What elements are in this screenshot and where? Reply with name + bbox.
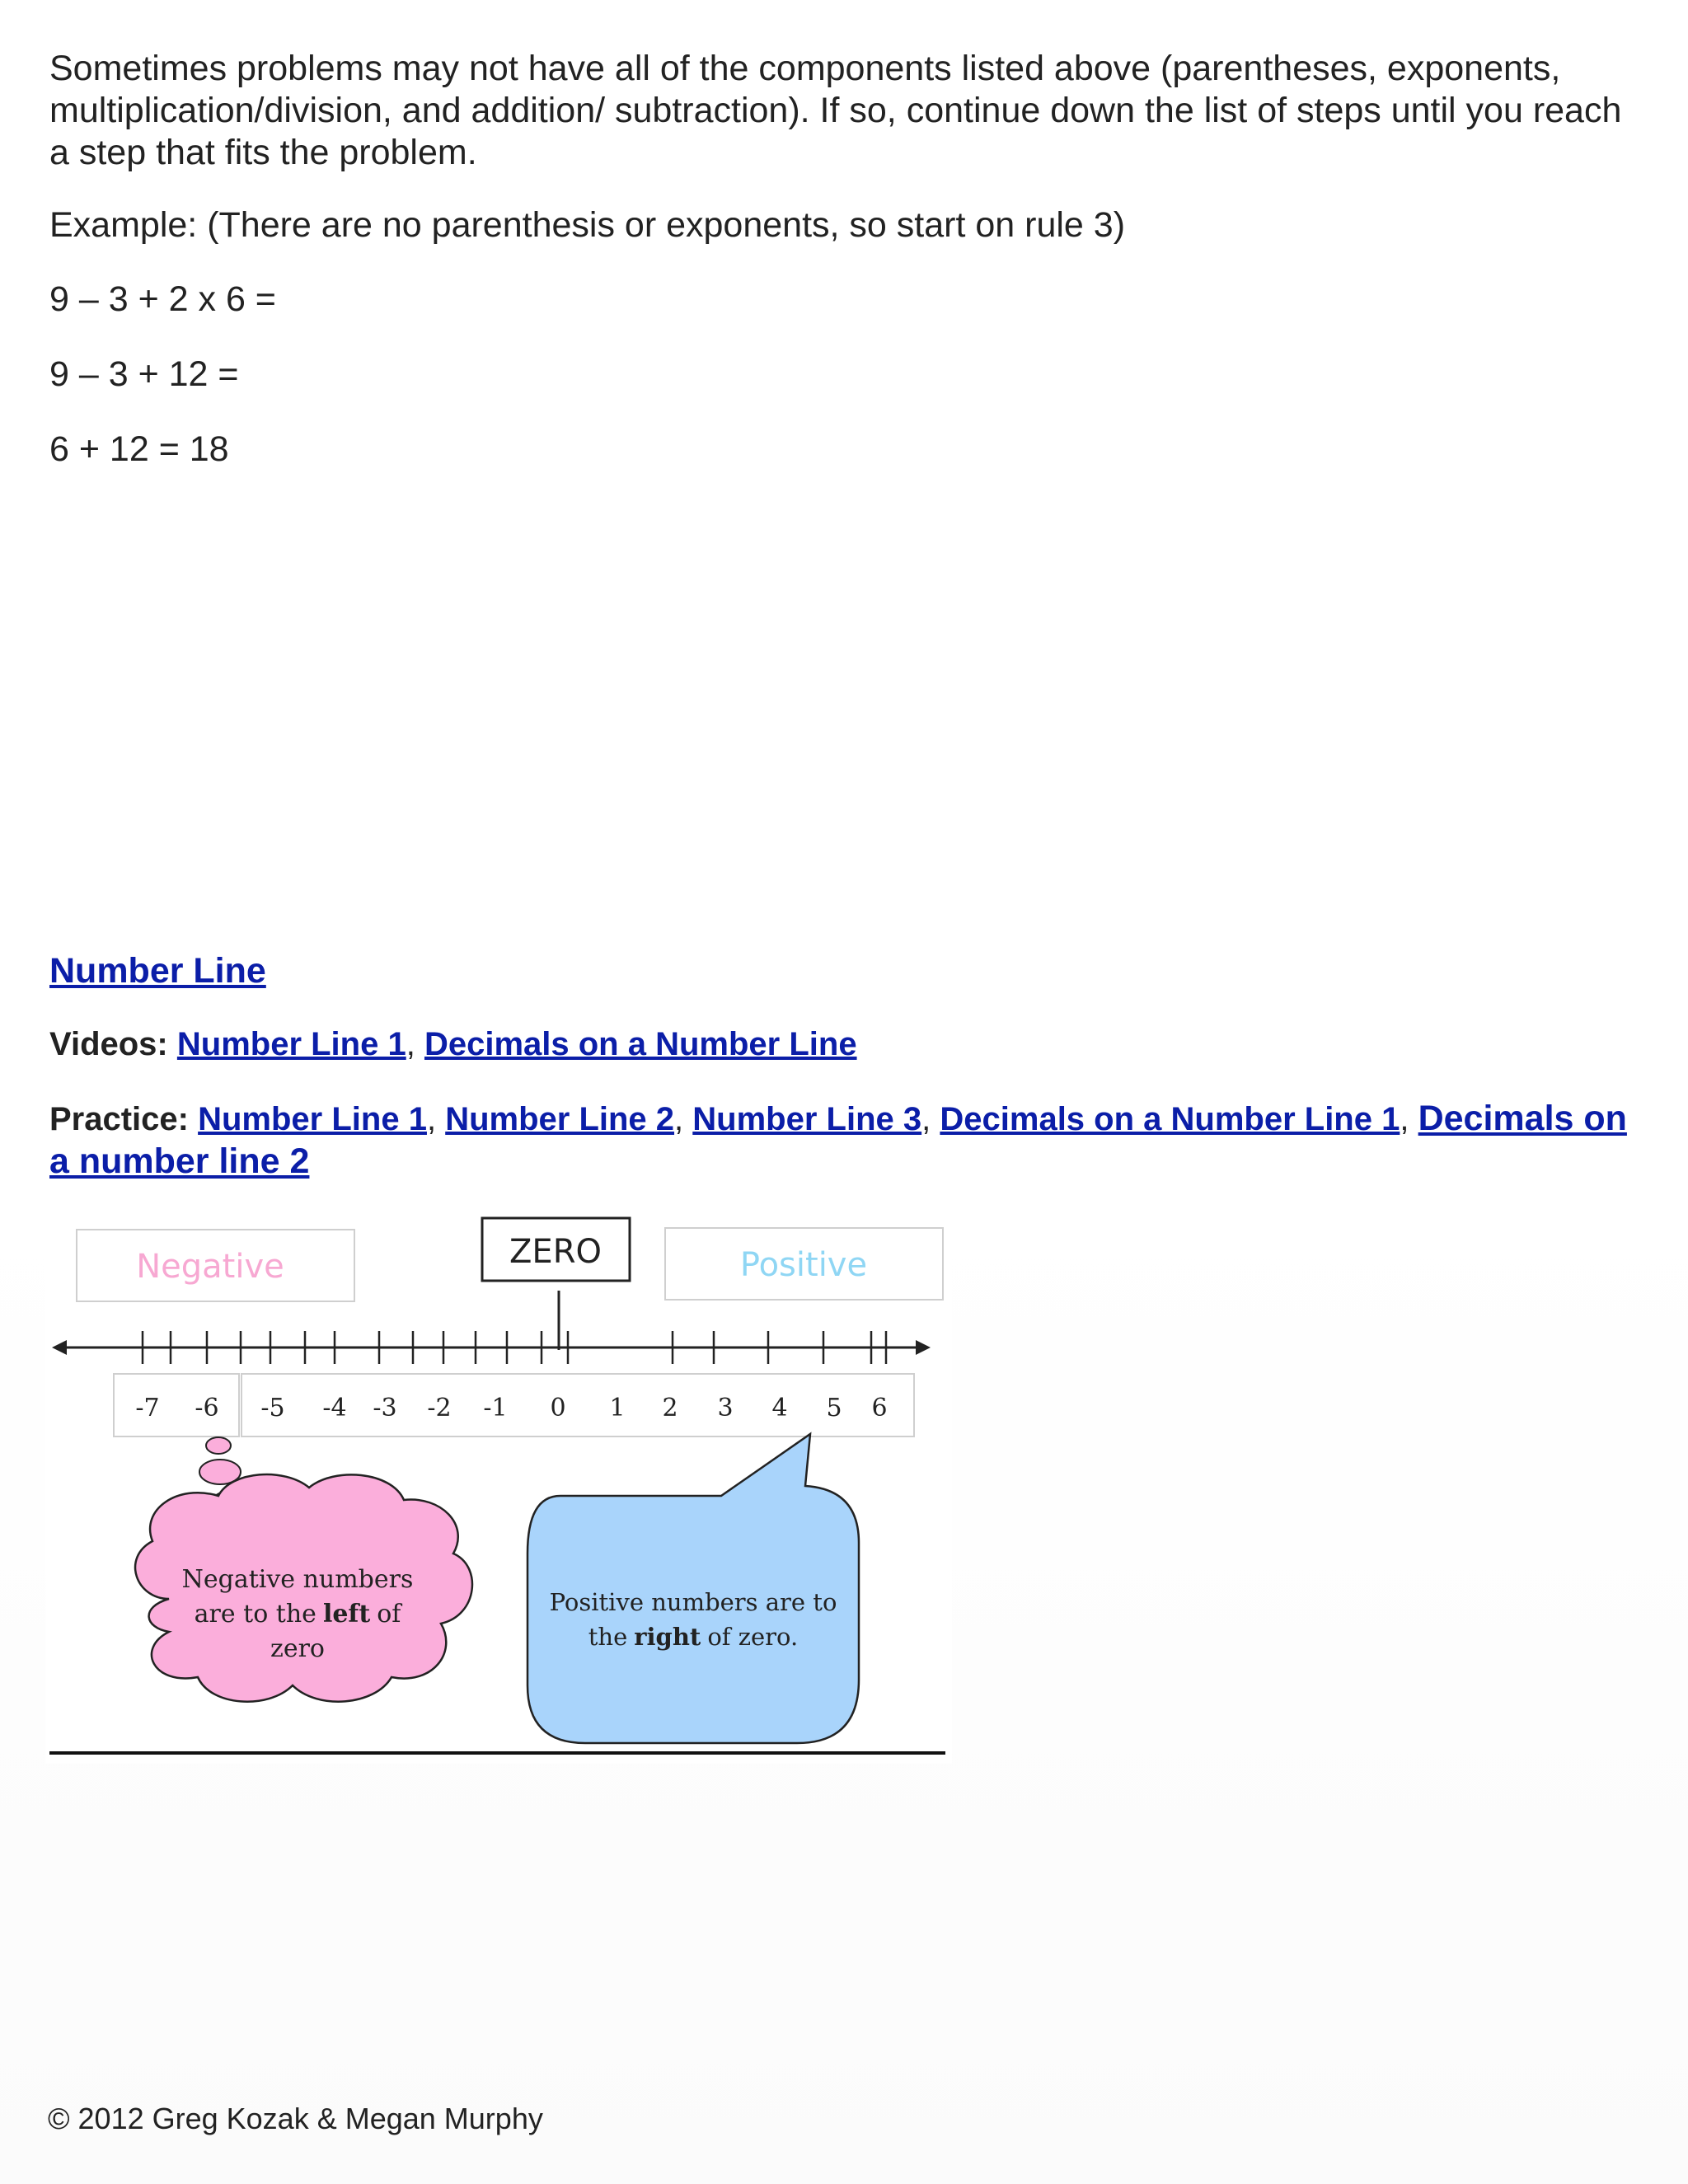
- example-step-3: 6 + 12 = 18: [49, 429, 229, 469]
- videos-line: [49, 1024, 1640, 1066]
- tick-label: 1: [609, 1394, 626, 1422]
- separator: ,: [406, 1026, 415, 1062]
- cloud-text-part-b: of: [377, 1600, 401, 1629]
- tick-label: 4: [771, 1394, 788, 1422]
- tick-label: 3: [717, 1394, 734, 1422]
- practice-link-number-line-1[interactable]: Number Line 1: [198, 1101, 427, 1137]
- practice-label: Practice:: [49, 1101, 189, 1137]
- separator: ,: [426, 1101, 437, 1137]
- tick-label: -3: [373, 1394, 397, 1422]
- tick-label: -5: [260, 1394, 285, 1422]
- cloud-text-line-3: zero: [270, 1634, 325, 1663]
- number-line-figure: [45, 1212, 952, 1764]
- example-step-2: 9 – 3 + 12 =: [49, 354, 239, 394]
- thought-dot-small: [206, 1437, 231, 1454]
- cloud-text-part-a: are to the: [194, 1600, 316, 1629]
- separator: ,: [674, 1101, 684, 1137]
- copyright-footer: © 2012 Greg Kozak & Megan Murphy: [48, 2102, 543, 2135]
- positive-label: Positive: [739, 1246, 868, 1284]
- tick-label: -7: [135, 1394, 160, 1422]
- bubble-text-line-1: Positive numbers are to: [549, 1588, 837, 1616]
- tick-label-box-left: [114, 1374, 239, 1436]
- bubble-text-emphasis: right: [634, 1623, 701, 1651]
- number-line-title-link[interactable]: Number Line: [49, 951, 266, 991]
- cloud-text-emphasis: left: [322, 1600, 371, 1629]
- negative-label: Negative: [136, 1248, 284, 1286]
- tick-label: 0: [550, 1394, 566, 1422]
- practice-link-number-line-3[interactable]: Number Line 3: [692, 1101, 922, 1137]
- bubble-text-part-b: of zero.: [707, 1623, 799, 1651]
- practice-link-decimals-1[interactable]: Decimals on a Number Line 1: [940, 1101, 1400, 1137]
- section-heading: [49, 950, 1640, 992]
- video-link-decimals-number-line[interactable]: Decimals on a Number Line: [424, 1026, 857, 1062]
- cloud-text-line-1: Negative numbers: [181, 1565, 414, 1594]
- tick-label: -6: [195, 1394, 219, 1422]
- number-line-diagram: [45, 1212, 952, 1764]
- practice-link-number-line-2[interactable]: Number Line 2: [445, 1101, 675, 1137]
- tick-label: -4: [322, 1394, 347, 1422]
- intro-paragraph: Sometimes problems may not have all of the components listed above (parentheses, exponents, multiplication/division, and addition/ subtraction). If so, continue down the list of steps until you reach a step that fits the problem.: [49, 49, 1622, 172]
- tick-label: 2: [662, 1394, 678, 1422]
- zero-label: ZERO: [509, 1233, 602, 1271]
- example-step-1: 9 – 3 + 2 x 6 =: [49, 279, 276, 319]
- bubble-text-line-2: [588, 1623, 798, 1651]
- videos-label: Videos:: [49, 1026, 168, 1062]
- tick-label: -1: [483, 1394, 508, 1422]
- separator: ,: [921, 1101, 931, 1137]
- example-label: Example: (There are no parenthesis or exponents, so start on rule 3): [49, 205, 1126, 245]
- tick-label: 6: [871, 1394, 888, 1422]
- practice-link-decimals-2[interactable]: Decimals on a number line 2: [49, 1099, 1627, 1181]
- tick-label: -2: [427, 1394, 452, 1422]
- tick-label: 5: [826, 1394, 842, 1422]
- practice-line: [49, 1098, 1644, 1183]
- bubble-text-part-a: the: [588, 1623, 628, 1651]
- video-link-number-line-1[interactable]: Number Line 1: [176, 1026, 406, 1062]
- separator: ,: [1400, 1101, 1409, 1137]
